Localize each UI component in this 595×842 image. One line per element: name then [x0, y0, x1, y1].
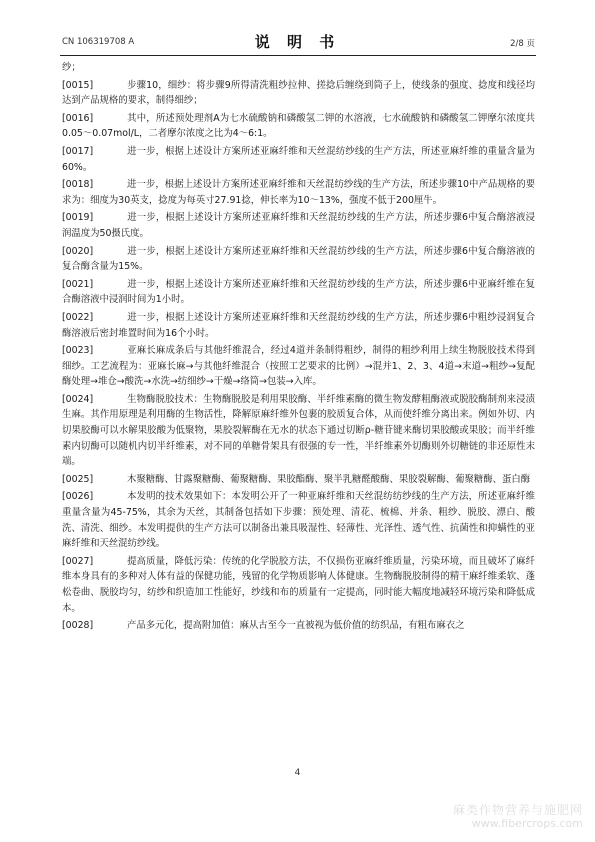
paragraph: [62, 144, 535, 175]
paragraph-text: 进一步，根据上述设计方案所述亚麻纤维和天丝混纺纱线的生产方法，所述步骤10中产品规格的要求为：细度为30英支，捻度为每英寸27.91捻，伸长率为10～13%，强度不低于200厘牛。: [62, 179, 535, 206]
paragraph-text: 亚麻长麻成条后与其他纤维混合，经过4道并条制得粗纱，制得的粗纱利用上续生物脱胶技术得到细纱。工艺流程为：亚麻长麻→与其他纤维混合（按照工艺要求的比例）→混并1、2、3、4道→末道→粗纱→复配酶处理→堆仓→酸洗→水洗→纺细纱→干燥→络筒→包装→入库。: [62, 345, 535, 388]
paragraph-number: [0019]: [62, 212, 94, 224]
paragraph-text: 进一步，根据上述设计方案所述亚麻纤维和天丝混纺纱线的生产方法，所述亚麻纤维的重量含量为60%。: [62, 145, 535, 173]
paragraph: [62, 489, 535, 551]
paragraph: [62, 210, 535, 241]
paragraph-text: 木聚糖酶、甘露聚糖酶、葡聚糖酶、果胶酯酶、聚半乳糖醛酸酶、果胶裂解酶、葡聚糖酶、蛋白酶: [127, 473, 531, 485]
paragraph: [62, 111, 535, 142]
paragraph-text: 进一步，根据上述设计方案所述亚麻纤维和天丝混纺纱线的生产方法，所述步骤6中粗纱浸润复合酶溶液后密封堆置时间为16个小时。: [62, 311, 535, 339]
paragraph: [62, 177, 535, 208]
paragraph-text: 提高质量，降低污染：传统的化学脱胶方法，不仅损伤亚麻纤维质量，污染环境，而且破坏了麻纤维本身具有的多种对人体有益的保健功能，残留的化学物质影响人体健康。生物酶脱胶制得的精干麻纤维柔软、蓬松卷曲、脱胶均匀，纺纱和织造加工性能好，纱线和布的质量有一定提高，同时能大幅度地减轻环境污染和降低成本。: [62, 555, 535, 614]
paragraph-number: [0015]: [62, 79, 94, 91]
header-rule: [60, 55, 536, 56]
header-title: 说 明 书: [254, 33, 341, 51]
paragraph-list: [62, 78, 535, 634]
paragraph: [62, 618, 535, 634]
paragraph-number: [0021]: [62, 278, 94, 290]
watermark: [453, 804, 583, 830]
paragraph-text: 进一步，根据上述设计方案所述亚麻纤维和天丝混纺纱线的生产方法，所述步骤6中亚麻纤维在复合酶溶液中浸润时间为1小时。: [62, 278, 535, 306]
paragraph-number: [0018]: [62, 179, 94, 191]
paragraph: [62, 277, 535, 308]
paragraph: [62, 244, 535, 275]
paragraph-number: [0025]: [62, 473, 94, 485]
paragraph-number: [0028]: [62, 620, 94, 632]
page-number: 4: [294, 768, 301, 778]
paragraph-number: [0022]: [62, 311, 94, 323]
paragraph: [62, 392, 535, 470]
paragraph-number: [0026]: [62, 491, 94, 503]
paragraph-text: 生物酶脱胶技术：生物酶脱胶是利用果胶酶、半纤维素酶的微生物发酵粗酶液或脱胶酶制剂来浸渍生麻。其作用原理是利用酶的生物活性，降解原麻纤维外包裹的胶质复合体，从而使纤维分离出来。例如外切、内切果胶酶可以水解果胶酸为低聚物，果胶裂解酶在无水的状态下通过切断ρ-糖苷键来酶切果胶酸或果胶；而半纤维素内切酶可以随机内切半纤维素，对不同的单糖骨架具有很强的专一性，半纤维素外切酶则外切糖链的非还原性末端。: [62, 393, 535, 468]
header-doc-id: CN 106319708 A: [62, 37, 135, 47]
watermark-site-name: 麻类作物营养与施肥网: [452, 803, 583, 817]
paragraph-number: [0020]: [62, 245, 94, 257]
paragraph-text: 步骤10，细纱：将步骤9所得清洗粗纱拉伸、搓捻后缠绕到筒子上，使线条的强度、捻度和线径均达到产品规格的要求，制得细纱；: [62, 79, 535, 107]
paragraph: [62, 343, 535, 390]
paragraph-text: 进一步，根据上述设计方案所述亚麻纤维和天丝混纺纱线的生产方法，所述步骤6中复合酶溶液浸润温度为50摄氏度。: [62, 212, 535, 239]
paragraph-number: [0017]: [62, 145, 94, 157]
watermark-url: www.fibercrops.com: [471, 817, 583, 830]
paragraph: [62, 554, 535, 616]
paragraph-number: [0027]: [62, 555, 94, 567]
paragraph-text: 产品多元化，提高附加值：麻从古至今一直被视为低价值的纺织品，有粗布麻衣之: [127, 620, 465, 632]
paragraph: [62, 472, 535, 488]
document-body: [62, 60, 535, 636]
paragraph: [62, 78, 535, 109]
paragraph-text: 其中，所述预处理剂A为七水硫酸钠和磷酸氢二钾的水溶液，七水硫酸钠和磷酸氢二钾摩尔浓度共0.05～0.07mol/L，二者摩尔浓度之比为4～6:1。: [62, 112, 535, 140]
paragraph-number: [0023]: [62, 345, 94, 357]
paragraph-text: 本发明的技术效果如下：本发明公开了一种亚麻纤维和天丝混纺纺纱线的生产方法，所述亚麻纤维重量含量为45-75%，其余为天丝，其制备包括如下步骤：预处理、清花、梳棉、并条、粗纱、脱胶、漂白、酸洗、清洗、细纱。本发明提供的生产方法可以制备出兼具吸湿性、轻薄性、光泽性、透气性、抗菌性和抑螨性的亚麻纤维和天丝混纺纱线。: [62, 491, 535, 550]
paragraph-number: [0024]: [62, 393, 94, 405]
continuation-text: 纱；: [62, 62, 81, 73]
paragraph-number: [0016]: [62, 112, 94, 124]
paragraph: [62, 310, 535, 341]
paragraph-text: 进一步，根据上述设计方案所述亚麻纤维和天丝混纺纱线的生产方法，所述步骤6中复合酶溶液的复合酶含量为15%。: [62, 245, 535, 273]
header-page-info: 2/8 页: [510, 39, 535, 49]
